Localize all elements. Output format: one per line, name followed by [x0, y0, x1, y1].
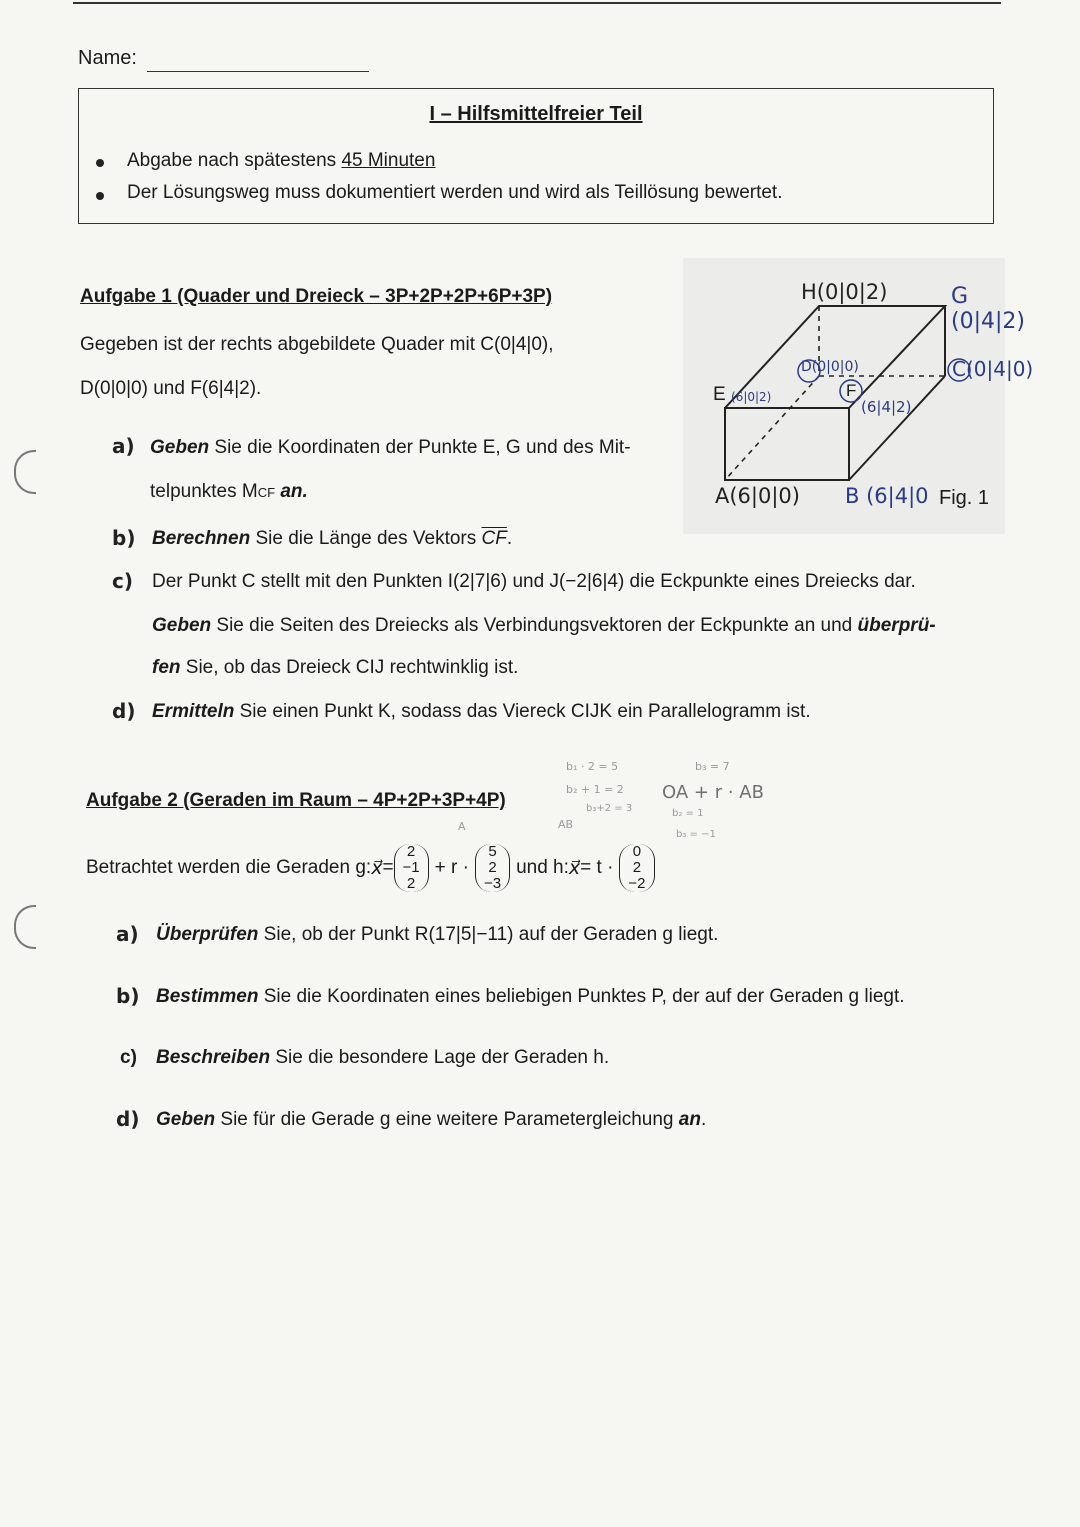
task1b-text: Berechnen Sie die Länge des Vektors $\overline{CF}$.	[152, 528, 513, 549]
task1a-marker: a)	[112, 434, 135, 458]
pencil-note: b₃ = −1	[676, 829, 716, 840]
top-rule	[73, 2, 1001, 4]
task2-equation: Betrachtet werden die Geraden g: x⃗ = 2 −1 2 + r · 5 2 −3 und h: x⃗ = t · 0 2 −2	[86, 835, 655, 901]
label-E: E	[713, 384, 726, 405]
pencil-note: b₂ = 1	[672, 808, 704, 819]
task2b-marker: b)	[116, 984, 140, 1008]
label-B: B (6|4|0	[845, 484, 929, 508]
pencil-note: b₃+2 = 3	[586, 803, 633, 814]
task2c-marker: c)	[120, 1047, 137, 1068]
pencil-note: OA + r · AB	[662, 782, 764, 803]
task2c-text: Beschreiben Sie die besondere Lage der Geraden h.	[156, 1047, 610, 1068]
task2d-text: Geben Sie für die Gerade g eine weitere Parametergleichung an.	[156, 1109, 707, 1130]
task1c-text-cont: Geben Sie die Seiten des Dreiecks als Verbindungsvektoren der Eckpunkte an und überprü-	[152, 615, 936, 636]
task1c-text: Der Punkt C stellt mit den Punkten I(2|7|6) und J(−2|6|4) die Eckpunkte eines Dreiecks dar.	[152, 571, 916, 592]
task2d-marker: d)	[116, 1107, 140, 1131]
name-label: Name:	[78, 47, 137, 69]
label-A: A(6|0|0)	[715, 484, 800, 508]
cuboid-figure	[683, 258, 1034, 534]
task1a-text-cont: telpunktes MCF an.	[150, 481, 308, 502]
task2a-marker: a)	[116, 922, 139, 946]
label-E-coords: (6|0|2)	[731, 390, 772, 404]
g-support-vector: 2 −1 2	[394, 844, 429, 892]
bullet-dot	[96, 192, 104, 200]
box-title: I – Hilfsmittelfreier Teil	[429, 103, 643, 125]
pencil-note: b₃ = 7	[695, 760, 730, 773]
bullet-deadline: Abgabe nach spätestens 45 Minuten	[127, 150, 436, 171]
task1d-text: Ermitteln Sie einen Punkt K, sodass das Viereck CIJK ein Parallelogramm ist.	[152, 701, 811, 722]
punch-hole	[14, 905, 36, 949]
task1b-marker: b)	[112, 526, 136, 550]
pencil-note: A	[458, 820, 466, 833]
label-D: D(0|0|0)	[801, 359, 859, 375]
task1c-text-cont2: fen Sie, ob das Dreieck CIJ rechtwinklig ist.	[152, 657, 519, 678]
h-direction-vector: 0 2 −2	[619, 844, 654, 892]
label-H: H(0|0|2)	[801, 280, 888, 304]
punch-hole	[14, 450, 36, 494]
task1-intro-line1: Gegeben ist der rechts abgebildete Quader mit C(0|4|0),	[80, 334, 554, 355]
label-G: G (0|4|2)	[951, 284, 1025, 334]
figure-caption: Fig. 1	[939, 487, 990, 509]
label-C: C(0|4|0)	[952, 357, 1034, 381]
label-F-coords: (6|4|2)	[861, 398, 912, 416]
task1d-marker: d)	[112, 699, 136, 723]
task1-heading: Aufgabe 1 (Quader und Dreieck – 3P+2P+2P+6P+3P)	[80, 286, 553, 307]
task2a-text: Überprüfen Sie, ob der Punkt R(17|5|−11) auf der Geraden g liegt.	[156, 924, 719, 945]
name-field-line[interactable]	[147, 71, 369, 72]
task1a-text: Geben Sie die Koordinaten der Punkte E, G und des Mit-	[150, 437, 631, 458]
pencil-note: b₂ + 1 = 2	[566, 783, 624, 796]
task2b-text: Bestimmen Sie die Koordinaten eines beliebigen Punktes P, der auf der Geraden g liegt.	[156, 986, 905, 1007]
bullet-documentation: Der Lösungsweg muss dokumentiert werden und wird als Teillösung bewertet.	[127, 182, 783, 203]
task1-intro-line2: D(0|0|0) und F(6|4|2).	[80, 378, 262, 399]
task1c-marker: c)	[112, 569, 133, 593]
pencil-note: b₁ · 2 = 5	[566, 760, 619, 773]
instruction-box	[78, 88, 994, 224]
pencil-note: AB	[558, 818, 574, 831]
label-F: F	[846, 381, 857, 400]
g-direction-vector: 5 2 −3	[475, 844, 510, 892]
task2-heading: Aufgabe 2 (Geraden im Raum – 4P+2P+3P+4P)	[86, 790, 506, 811]
bullet-dot	[96, 159, 104, 167]
